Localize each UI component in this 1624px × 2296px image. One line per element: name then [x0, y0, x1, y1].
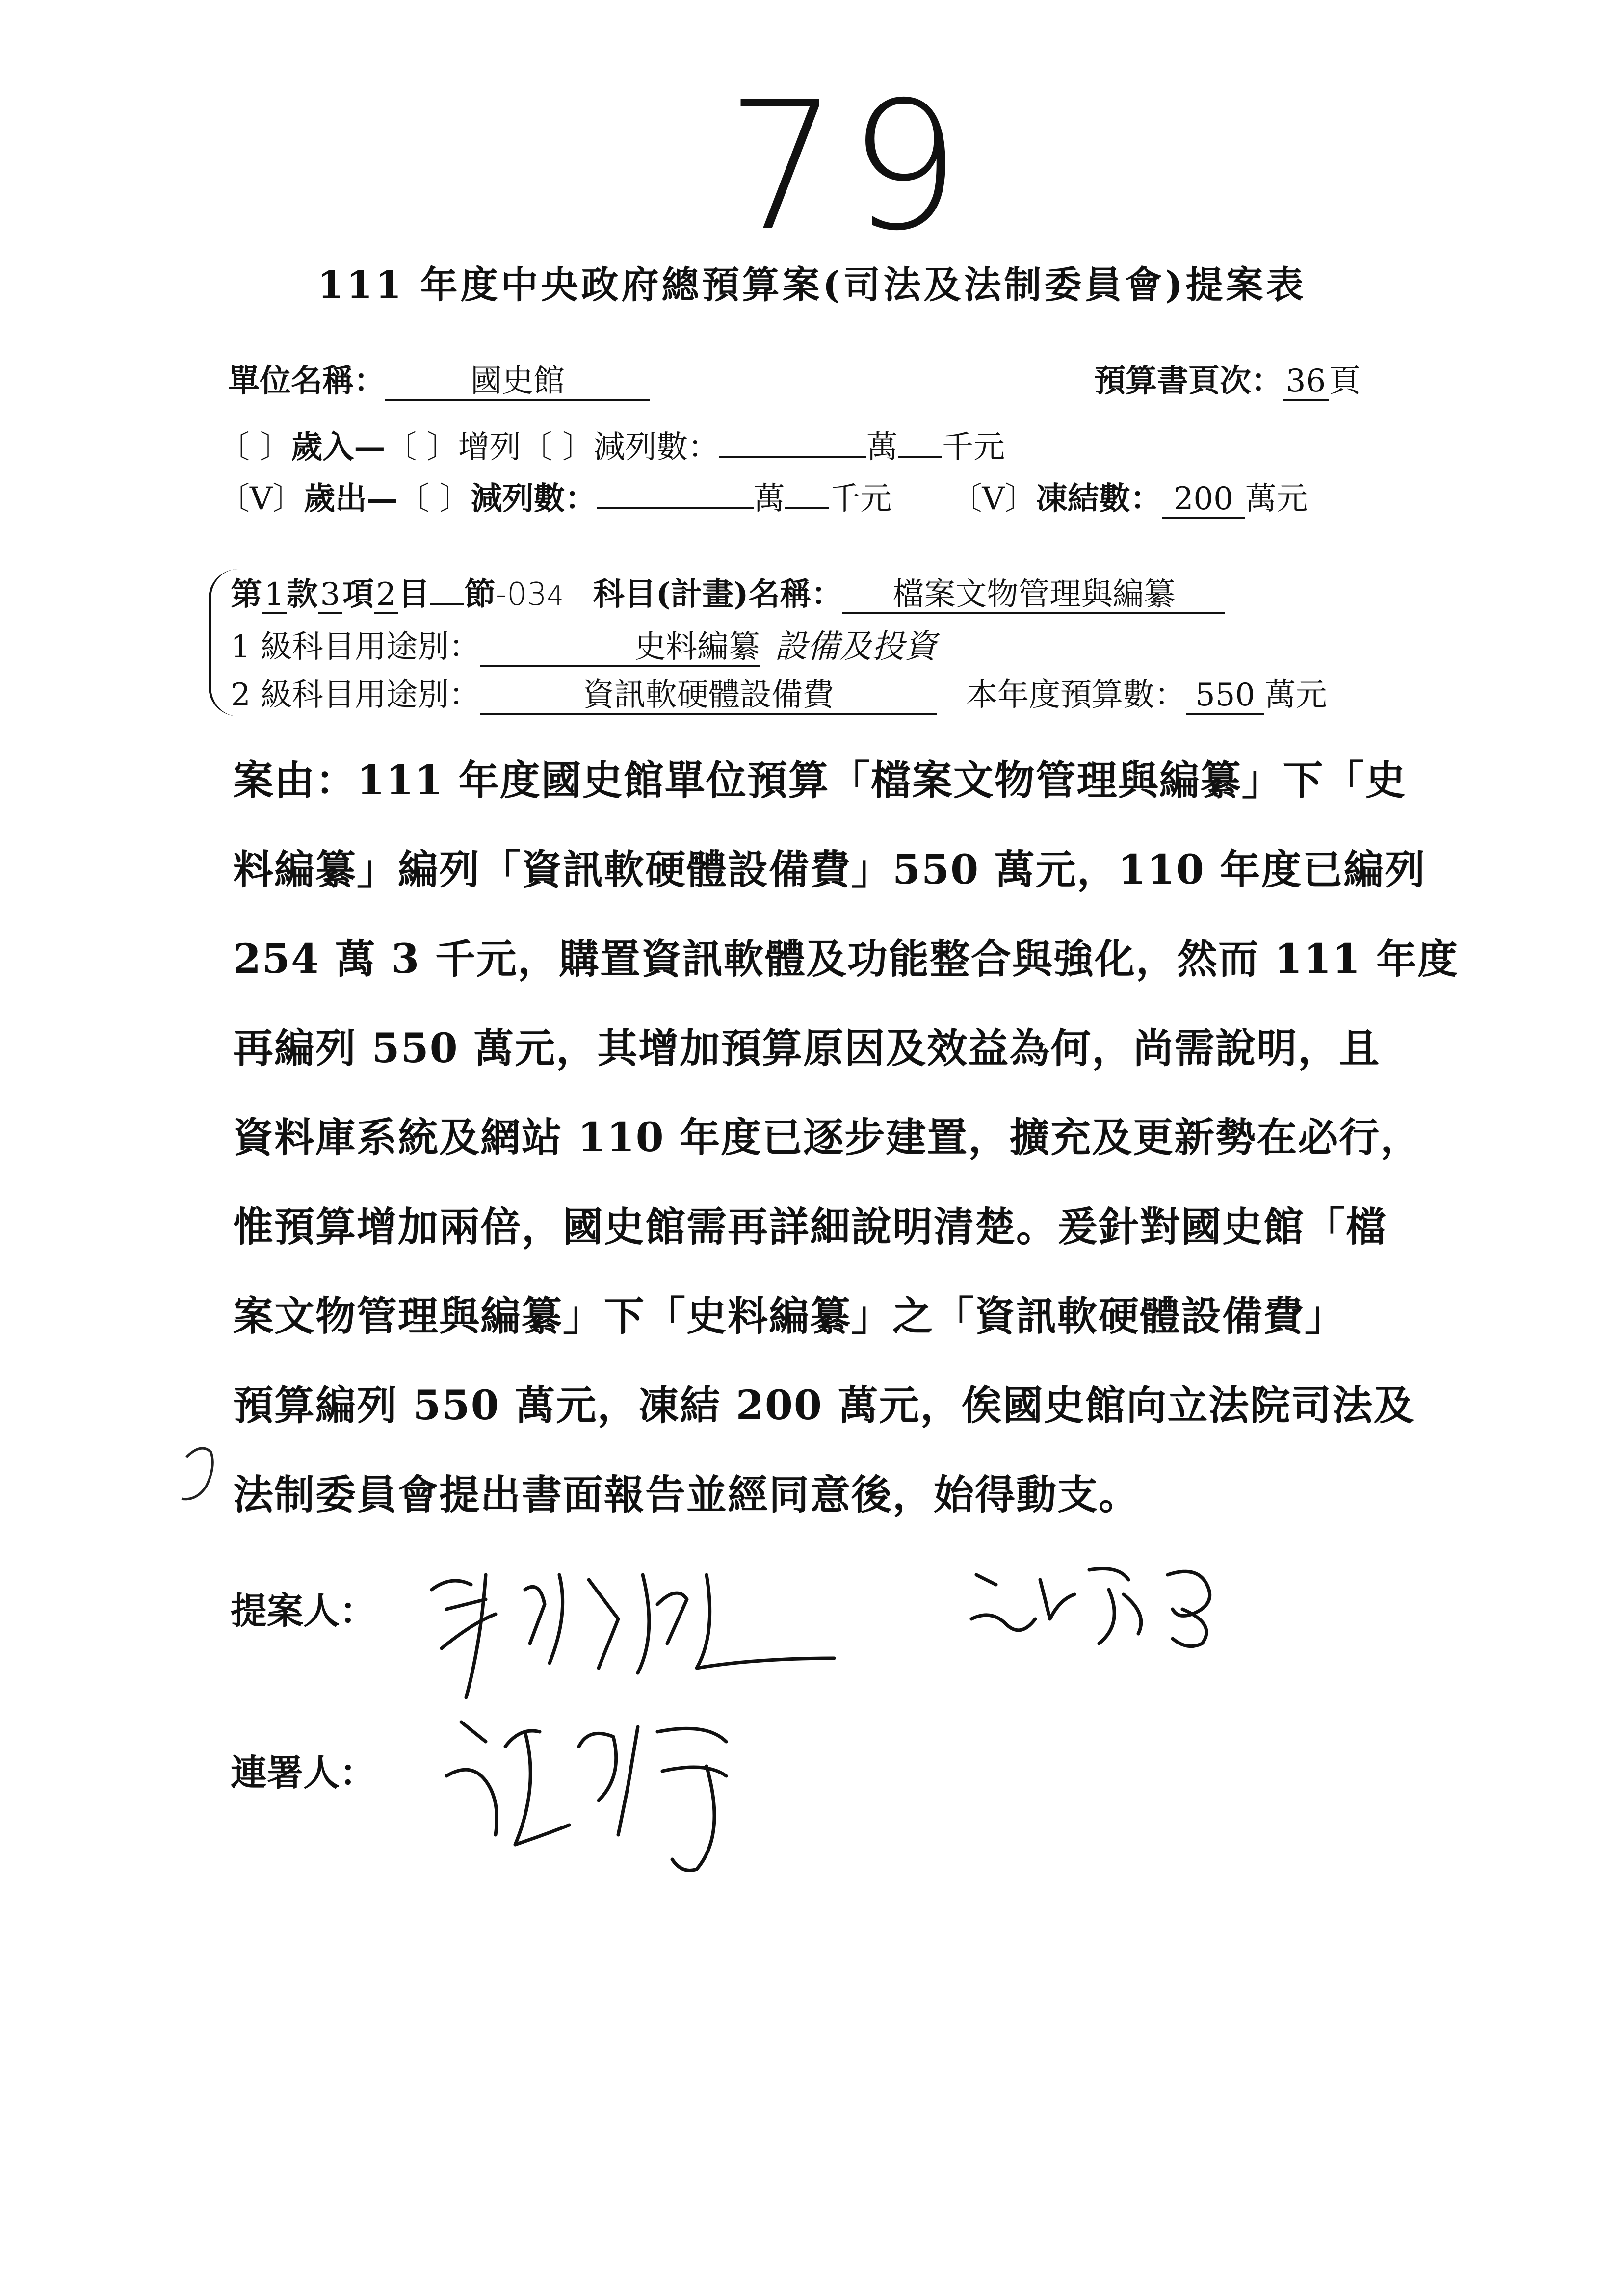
revenue-increase-label: 增列 [458, 429, 521, 466]
subject-value: 檔案文物管理與編纂 [842, 579, 1225, 614]
mu-value: 2 [374, 579, 398, 614]
xiang-label: 項 [342, 576, 374, 613]
budget-page-label: 預算書頁次： [1094, 363, 1283, 399]
revenue-qian: 千元 [942, 429, 1005, 466]
level2-row [231, 679, 1327, 715]
case-line: 資料庫系統及網站 110 年度已逐步建置，擴充及更新勢在必行， [233, 1114, 1422, 1161]
budget-unit: 萬元 [1264, 677, 1328, 713]
revenue-decrease-label: 減列數： [594, 429, 720, 466]
revenue-checkbox-increase: 〔 〕 [385, 429, 458, 466]
revenue-checkbox: 〔 〕 [218, 429, 291, 466]
jie-handwritten-mark: 4 [547, 580, 564, 611]
revenue-qian-blank [898, 454, 942, 458]
freeze-unit: 萬元 [1245, 481, 1308, 517]
level1-handwritten: 設備及投資 [775, 627, 937, 665]
level2-value: 資訊軟硬體設備費 [480, 679, 937, 715]
document-title: 111 年度中央政府總預算案(司法及法制委員會)提案表 [317, 263, 1307, 307]
unit-label: 單位名稱： [228, 363, 385, 399]
proposer-signature-2 [962, 1545, 1256, 1653]
expense-qian-blank [785, 505, 829, 509]
budget-page-value: 36 [1283, 365, 1329, 401]
cosigner-label: 連署人： [231, 1752, 376, 1794]
level2-label: 2 級科目用途別： [231, 677, 481, 713]
budget-value: 550 [1186, 679, 1264, 715]
budget-label: 本年度預算數： [966, 677, 1186, 713]
expense-label: 歲出— [304, 480, 398, 517]
case-line: 案由：111 年度國史館單位預算「檔案文物管理與編纂」下「史 [233, 757, 1407, 804]
case-line: 預算編列 550 萬元，凍結 200 萬元，俟國史館向立法院司法及 [233, 1382, 1415, 1429]
mu-label: 目 [398, 576, 430, 613]
freeze-label: 凍結數： [1036, 480, 1162, 517]
revenue-row [218, 429, 1005, 466]
revenue-wan-blank [719, 454, 866, 458]
expense-row [218, 480, 1308, 519]
kuan-value: 1 [262, 579, 287, 614]
level1-value: 史料編纂 [480, 631, 760, 667]
item-row [231, 576, 1225, 614]
revenue-checkbox-decrease: 〔 〕 [521, 429, 594, 466]
expense-wan: 萬 [753, 481, 785, 517]
freeze-checkbox: 〔V〕 [950, 481, 1036, 517]
unit-value: 國史館 [385, 365, 650, 401]
page-number: 79 [726, 64, 971, 269]
xiang-value: 3 [318, 579, 342, 614]
case-reason [233, 736, 1459, 1539]
jie-value: -03 [496, 576, 547, 613]
expense-qian: 千元 [829, 481, 892, 517]
cosigner-signature [432, 1688, 805, 1884]
expense-wan-blank [597, 505, 754, 509]
expense-checkbox: 〔V〕 [218, 481, 304, 517]
budget-page-row [1094, 365, 1361, 401]
level1-label: 1 級科目用途別： [231, 629, 481, 665]
unit-row [228, 365, 650, 401]
expense-decrease-label: 減列數： [471, 480, 597, 517]
freeze-value: 200 [1162, 483, 1245, 519]
subject-label: 科目(計畫)名稱： [593, 576, 843, 613]
kuan-label: 款 [287, 576, 318, 613]
expense-checkbox-decrease: 〔 〕 [398, 481, 471, 517]
case-line: 再編列 550 萬元，其增加預算原因及效益為何，尚需說明，且 [233, 1025, 1381, 1072]
case-line: 料編纂」編列「資訊軟硬體設備費」550 萬元，110 年度已編列 [233, 846, 1426, 893]
revenue-label: 歲入— [291, 429, 386, 466]
case-line: 法制委員會提出書面報告並經同意後，始得動支。 [233, 1471, 1140, 1518]
case-line: 254 萬 3 千元，購置資訊軟體及功能整合與強化，然而 111 年度 [233, 936, 1459, 983]
proposer-signature-1 [412, 1545, 854, 1707]
level1-row [231, 627, 937, 667]
case-line: 案文物管理與編纂」下「史料編纂」之「資訊軟硬體設備費」 [233, 1293, 1346, 1340]
case-line: 惟預算增加兩倍，國史館需再詳細說明清楚。爰針對國史館「檔 [233, 1203, 1388, 1251]
budget-page-suffix: 頁 [1329, 363, 1361, 399]
proposer-label: 提案人： [231, 1590, 376, 1632]
margin-mark [177, 1437, 231, 1506]
jie-label: 節 [464, 576, 496, 613]
revenue-wan: 萬 [866, 429, 898, 466]
jie-blank [430, 601, 464, 605]
item-di: 第 [231, 576, 262, 613]
